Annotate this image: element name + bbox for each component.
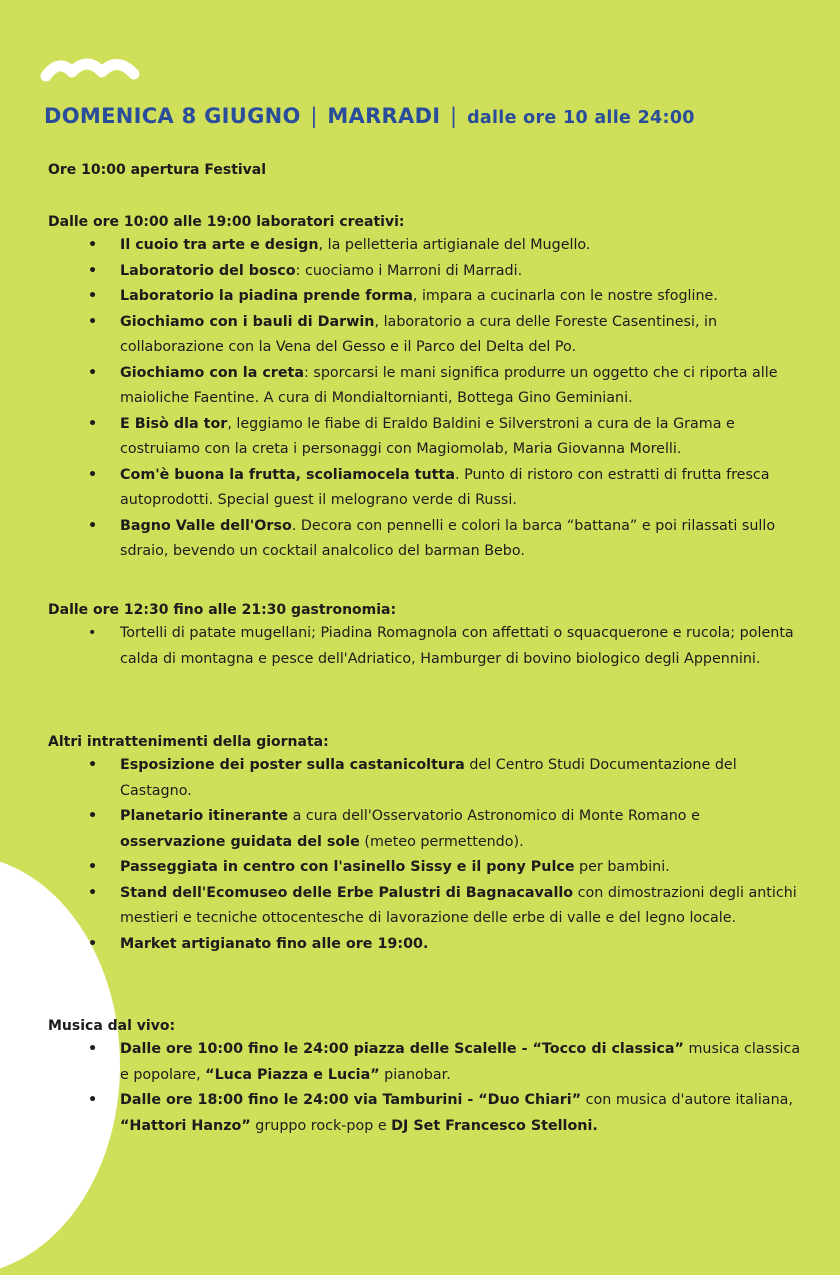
- bullet-icon: •: [88, 466, 98, 483]
- item-highlight: Stand dell'Ecomuseo delle Erbe Palustri di Bagnacavallo: [120, 884, 574, 901]
- list-item: [88, 621, 808, 672]
- food-list: [48, 621, 808, 672]
- opening-line: Ore 10:00 apertura Festival: [48, 162, 267, 178]
- bullet-icon: •: [88, 808, 98, 824]
- item-highlight: DJ Set Francesco Stelloni.: [391, 1117, 598, 1134]
- item-text: del Centro Studi Documentazione del Castagno.: [120, 757, 737, 799]
- item-text: , impara a cucinarla con le nostre sfogline.: [412, 288, 718, 304]
- item-text: pianobar.: [379, 1066, 451, 1083]
- item-highlight: Com'è buona la frutta, scoliamocela tutta: [120, 466, 455, 483]
- list-item: [88, 284, 808, 310]
- bullet-icon: •: [88, 859, 98, 875]
- item-text: con musica d'autore italiana,: [581, 1092, 793, 1108]
- section-title: Dalle ore 10:00 alle 19:00 laboratori creativi:: [48, 214, 405, 230]
- list-item: [88, 932, 808, 958]
- list-item: [88, 855, 808, 881]
- bullet-icon: •: [88, 415, 98, 432]
- item-highlight: Planetario itinerante: [120, 808, 289, 824]
- item-highlight: Esposizione dei poster sulla castanicoltura: [120, 757, 465, 773]
- item-highlight: “Hattori Hanzo”: [120, 1117, 251, 1134]
- item-highlight: Market artigianato fino alle ore 19:00.: [120, 935, 429, 952]
- item-highlight: Giochiamo con i bauli di Darwin: [120, 313, 375, 330]
- title-hours: dalle ore 10 alle 24:00: [467, 108, 695, 128]
- bullet-icon: •: [88, 757, 98, 773]
- item-highlight: Laboratorio del bosco: [120, 262, 296, 279]
- item-highlight: Dalle ore 18:00 fino le 24:00 via Tamburini - “Duo Chiari”: [120, 1092, 582, 1108]
- section-labs: [48, 214, 808, 565]
- page-title: [44, 104, 824, 128]
- item-text: musica classica e popolare,: [120, 1041, 801, 1083]
- section-title: Musica dal vivo:: [48, 1018, 176, 1034]
- item-text: . Decora con pennelli e colori la barca “battana” e poi rilassati sullo sdraio, bevendo un cocktail analcolico del barman Bebo.: [120, 517, 776, 559]
- section-music: [48, 1018, 808, 1139]
- item-text: , leggiamo le fiabe di Eraldo Baldini e Silverstroni a cura de la Grama e costruiamo con la creta i personaggi con Magiomolab, Maria Giovanna Morelli.: [120, 415, 735, 457]
- bullet-icon: •: [88, 1041, 98, 1057]
- list-item: [88, 1037, 808, 1088]
- item-highlight: Il cuoio tra arte e design: [120, 237, 319, 253]
- list-item: [88, 514, 808, 565]
- section-title: Altri intrattenimenti della giornata:: [48, 734, 329, 750]
- list-item: [88, 259, 808, 285]
- list-item: [88, 804, 808, 855]
- bullet-icon: •: [88, 262, 98, 279]
- item-highlight: “Luca Piazza e Lucia”: [205, 1066, 380, 1083]
- item-highlight: Passeggiata in centro con l'asinello Sissy e il pony Pulce: [120, 859, 575, 875]
- title-day: DOMENICA 8 GIUGNO: [44, 104, 301, 128]
- list-item: [88, 1088, 808, 1139]
- item-text: Tortelli di patate mugellani; Piadina Romagnola con affettati o squacquerone e rucola; polenta calda di montagna e pesce dell'Adriatico, Hamburger di bovino biologico degli Appennini.: [120, 625, 794, 667]
- item-text: , la pelletteria artigianale del Mugello.: [318, 237, 591, 253]
- section-title: Dalle ore 12:30 fino alle 21:30 gastronomia:: [48, 602, 397, 618]
- item-text: : cuociamo i Marroni di Marradi.: [295, 262, 523, 279]
- item-text: : sporcarsi le mani significa produrre un oggetto che ci riporta alle maioliche Faentine. A cura di Mondialtornianti, Bottega Gino Geminiani.: [120, 364, 778, 406]
- section-food: [48, 602, 808, 672]
- title-separator: |: [310, 104, 318, 128]
- list-item: [88, 310, 808, 361]
- bullet-icon: •: [88, 517, 98, 534]
- bullet-icon: •: [88, 313, 98, 330]
- item-highlight: osservazione guidata del sole: [120, 833, 360, 850]
- bullet-icon: •: [88, 288, 98, 304]
- labs-list: [48, 233, 808, 565]
- item-text: per bambini.: [574, 859, 670, 875]
- item-highlight: E Bisò dla tor: [120, 415, 228, 432]
- item-text: gruppo rock-pop e: [250, 1117, 392, 1134]
- item-text: . Punto di ristoro con estratti di frutta fresca autoprodotti. Special guest il melograno verde di Russi.: [120, 466, 770, 508]
- title-separator: |: [450, 104, 458, 128]
- item-highlight: Laboratorio la piadina prende forma: [120, 288, 413, 304]
- bullet-icon: •: [88, 1092, 98, 1108]
- list-item: [88, 412, 808, 463]
- bullet-icon: •: [88, 237, 98, 253]
- bullet-icon: •: [88, 625, 97, 641]
- bullet-icon: •: [88, 884, 98, 901]
- other-list: [48, 753, 808, 957]
- list-item: [88, 463, 808, 514]
- item-text: (meteo permettendo).: [359, 833, 524, 850]
- list-item: [88, 881, 808, 932]
- music-list: [48, 1037, 808, 1139]
- item-text: , laboratorio a cura delle Foreste Casentinesi, in collaborazione con la Vena del Gesso e il Parco del Delta del Po.: [120, 313, 718, 355]
- item-highlight: Bagno Valle dell'Orso: [120, 517, 292, 534]
- list-item: [88, 753, 808, 804]
- wave-decoration: [38, 50, 142, 90]
- bullet-icon: •: [88, 364, 98, 381]
- bullet-icon: •: [88, 935, 98, 952]
- item-highlight: Dalle ore 10:00 fino le 24:00 piazza delle Scalelle - “Tocco di classica”: [120, 1041, 684, 1057]
- item-text: a cura dell'Osservatorio Astronomico di Monte Romano e: [288, 808, 700, 824]
- list-item: [88, 361, 808, 412]
- section-other: [48, 734, 808, 957]
- item-highlight: Giochiamo con la creta: [120, 364, 305, 381]
- list-item: [88, 233, 808, 259]
- item-text: con dimostrazioni degli antichi mestieri e tecniche ottocentesche di lavorazione delle erbe di valle e del legno locale.: [120, 884, 797, 926]
- title-place: MARRADI: [327, 104, 441, 128]
